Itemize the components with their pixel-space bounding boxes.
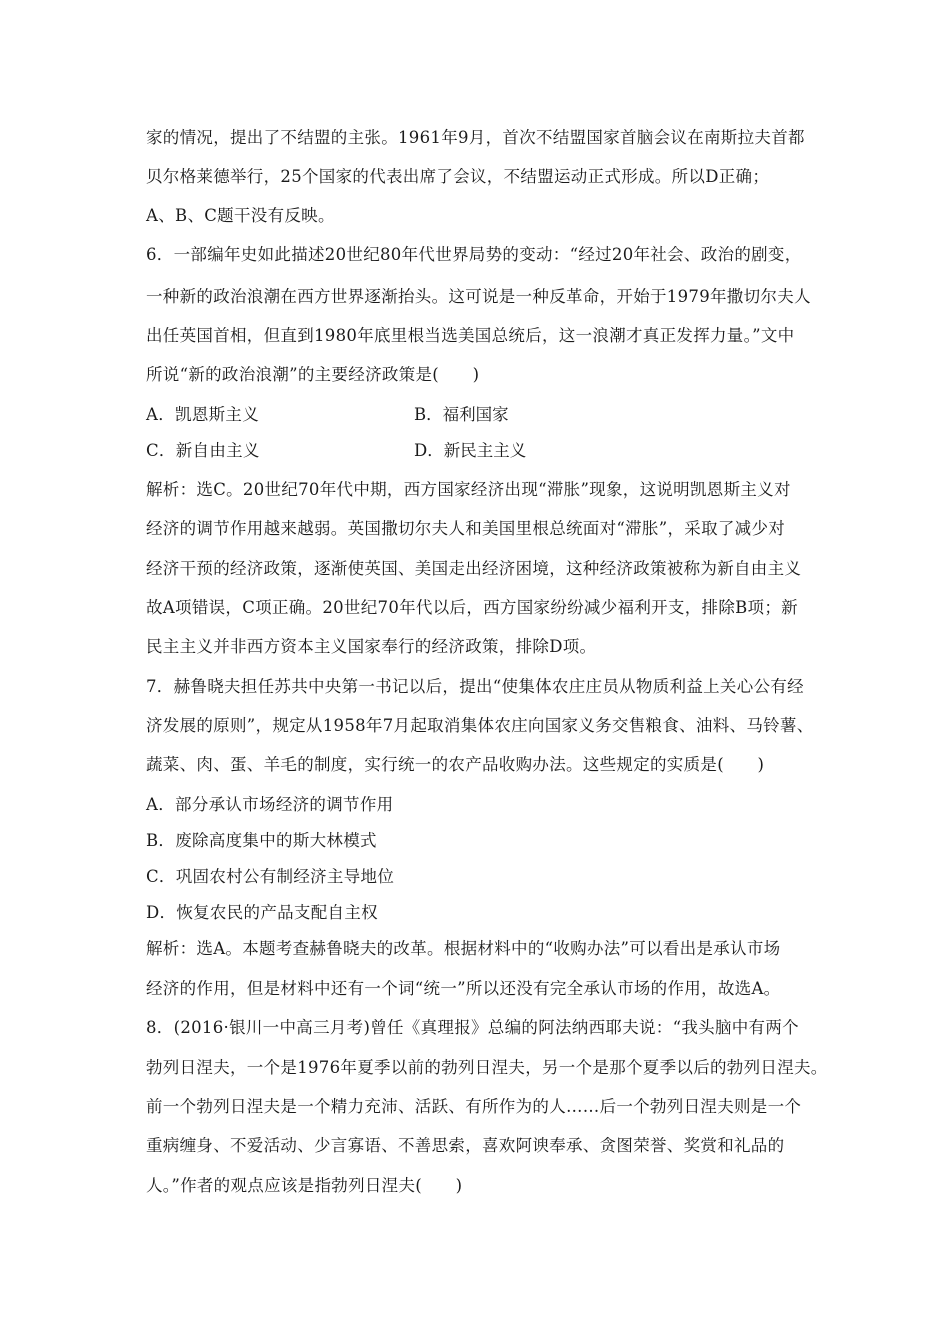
option-d: D．恢复农民的产品支配自主权 <box>146 903 378 922</box>
option-a: A．部分承认市场经济的调节作用 <box>146 795 394 814</box>
text-line: 前一个勃列日涅夫是一个精力充沛、活跃、有所作为的人……后一个勃列日涅夫则是一个 <box>146 1097 802 1116</box>
text-line: 经济的作用，但是材料中还有一个词“统一”所以还没有完全承认市场的作用，故选A。 <box>146 979 781 998</box>
analysis-6: 解析：选C。20世纪70年代中期，西方国家经济出现“滞胀”现象，这说明凯恩斯主义对 <box>146 480 791 499</box>
text-line: 重病缠身、不爱活动、少言寡语、不善思索，喜欢阿谀奉承、贪图荣誉、奖赏和礼品的 <box>146 1136 785 1155</box>
text-line: 一种新的政治浪潮在西方世界逐渐抬头。这可说是一种反革命，开始于1979年撒切尔夫人 <box>146 287 811 306</box>
option-d: D．新民主主义 <box>414 441 527 460</box>
option-b: B．废除高度集中的斯大林模式 <box>146 831 377 850</box>
text-line: 济发展的原则”，规定从1958年7月起取消集体农庄向国家义务交售粮食、油料、马铃薯、 <box>146 716 814 735</box>
text-line: 人。”作者的观点应该是指勃列日涅夫( ) <box>146 1176 463 1195</box>
option-c: C．新自由主义 <box>146 441 260 460</box>
question-8-stem: 8．(2016·银川一中高三月考)曾任《真理报》总编的阿法纳西耶夫说：“我头脑中有两个 <box>146 1018 799 1037</box>
text-line: 出任英国首相，但直到1980年底里根当选美国总统后，这一浪潮才真正发挥力量。”文中 <box>146 326 795 345</box>
question-6-stem: 6．一部编年史如此描述20世纪80年代世界局势的变动：“经过20年社会、政治的剧变， <box>146 245 802 264</box>
analysis-7: 解析：选A。本题考查赫鲁晓夫的改革。根据材料中的“收购办法”可以看出是承认市场 <box>146 939 781 958</box>
text-line: A、B、C题干没有反映。 <box>146 206 335 225</box>
option-c: C．巩固农村公有制经济主导地位 <box>146 867 395 886</box>
question-7-stem: 7．赫鲁晓夫担任苏共中央第一书记以后，提出“使集体农庄庄员从物质利益上关心公有经 <box>146 677 804 696</box>
text-line: 家的情况，提出了不结盟的主张。1961年9月，首次不结盟国家首脑会议在南斯拉夫首都 <box>146 128 805 147</box>
text-line: 贝尔格莱德举行，25个国家的代表出席了会议，不结盟运动正式形成。所以D正确； <box>146 167 770 186</box>
text-line: 民主主义并非西方资本主义国家奉行的经济政策，排除D项。 <box>146 637 597 656</box>
text-line: 故A项错误，C项正确。20世纪70年代以后，西方国家纷纷减少福利开支，排除B项；新 <box>146 598 798 617</box>
text-line: 蔬菜、肉、蛋、羊毛的制度，实行统一的农产品收购办法。这些规定的实质是( ) <box>146 755 765 774</box>
text-line: 经济的调节作用越来越弱。英国撒切尔夫人和美国里根总统面对“滞胀”，采取了减少对 <box>146 519 786 538</box>
text-line: 勃列日涅夫，一个是1976年夏季以前的勃列日涅夫，另一个是那个夏季以后的勃列日涅夫。 <box>146 1058 828 1077</box>
option-a: A．凯恩斯主义 <box>146 405 260 424</box>
option-b: B．福利国家 <box>414 405 509 424</box>
text-line: 经济干预的经济政策，逐渐使英国、美国走出经济困境，这种经济政策被称为新自由主义 <box>146 559 802 578</box>
text-line: 所说“新的政治浪潮”的主要经济政策是( ) <box>146 365 480 384</box>
